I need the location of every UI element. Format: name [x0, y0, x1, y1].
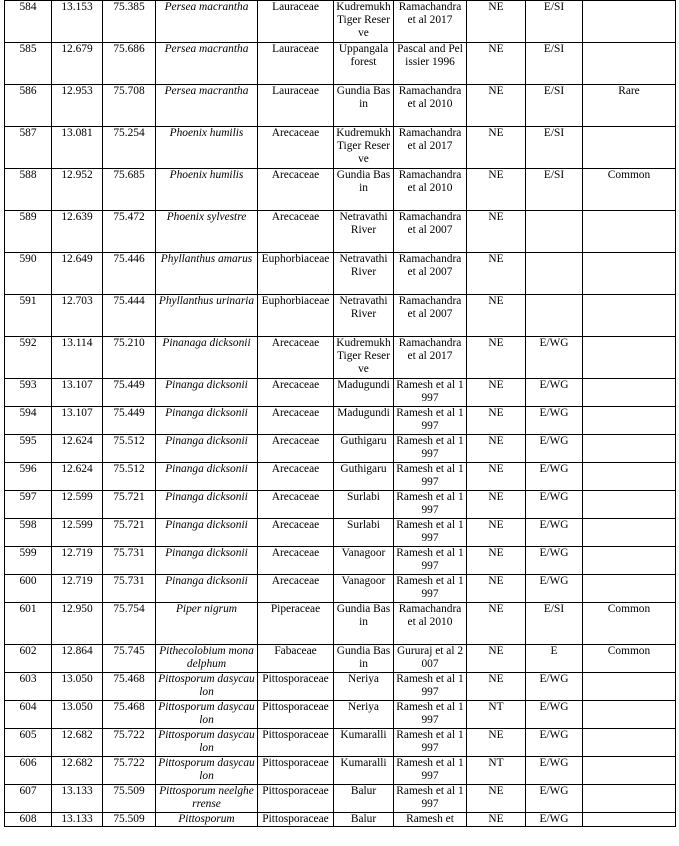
table-row — [5, 463, 676, 491]
longitude-cell: 75.754 — [103, 603, 156, 645]
iucn-status-cell: NE — [467, 435, 526, 463]
abundance-cell — [583, 407, 676, 435]
source-cell: Ramesh et al 1997 — [394, 519, 467, 547]
endemism-cell: E/WG — [526, 519, 583, 547]
longitude-cell: 75.468 — [103, 673, 156, 701]
abundance-cell — [583, 127, 676, 169]
locality-cell: Balur — [334, 813, 394, 827]
table-row — [5, 435, 676, 463]
latitude-cell: 12.599 — [52, 519, 103, 547]
latitude-cell: 13.050 — [52, 701, 103, 729]
source-cell: Pascal and Pelissier 1996 — [394, 43, 467, 85]
latitude-cell: 12.639 — [52, 211, 103, 253]
table-row — [5, 295, 676, 337]
species-name-cell: Pithecolobium monadelphum — [156, 645, 258, 673]
record-number-cell: 600 — [5, 575, 52, 603]
record-number-cell: 589 — [5, 211, 52, 253]
endemism-cell: E/WG — [526, 463, 583, 491]
endemism-cell: E/SI — [526, 1, 583, 43]
record-number-cell: 596 — [5, 463, 52, 491]
latitude-cell: 12.679 — [52, 43, 103, 85]
endemism-cell: E — [526, 645, 583, 673]
endemism-cell: E/WG — [526, 407, 583, 435]
abundance-cell — [583, 463, 676, 491]
family-cell: Pittosporaceae — [258, 701, 334, 729]
table-row — [5, 813, 676, 827]
source-cell: Ramesh et — [394, 813, 467, 827]
latitude-cell: 12.950 — [52, 603, 103, 645]
longitude-cell: 75.472 — [103, 211, 156, 253]
table-row — [5, 337, 676, 379]
abundance-cell — [583, 813, 676, 827]
iucn-status-cell: NE — [467, 253, 526, 295]
abundance-cell — [583, 1, 676, 43]
endemism-cell: E/WG — [526, 785, 583, 813]
source-cell: Ramachandra et al 2017 — [394, 1, 467, 43]
record-number-cell: 606 — [5, 757, 52, 785]
species-name-cell: Pinanga dicksonii — [156, 575, 258, 603]
iucn-status-cell: NE — [467, 127, 526, 169]
iucn-status-cell: NE — [467, 547, 526, 575]
record-number-cell: 592 — [5, 337, 52, 379]
source-cell: Ramesh et al 1997 — [394, 491, 467, 519]
iucn-status-cell: NE — [467, 673, 526, 701]
iucn-status-cell: NE — [467, 295, 526, 337]
record-number-cell: 585 — [5, 43, 52, 85]
species-table — [4, 0, 676, 827]
iucn-status-cell: NE — [467, 575, 526, 603]
abundance-cell — [583, 673, 676, 701]
species-name-cell: Pinanga dicksonii — [156, 519, 258, 547]
iucn-status-cell: NE — [467, 337, 526, 379]
abundance-cell — [583, 729, 676, 757]
endemism-cell: E/SI — [526, 85, 583, 127]
source-cell: Ramachandra et al 2007 — [394, 253, 467, 295]
family-cell: Arecaceae — [258, 575, 334, 603]
iucn-status-cell: NE — [467, 407, 526, 435]
family-cell: Lauraceae — [258, 43, 334, 85]
family-cell: Euphorbiaceae — [258, 295, 334, 337]
iucn-status-cell: NE — [467, 85, 526, 127]
species-name-cell: Pittosporum — [156, 813, 258, 827]
endemism-cell: E/WG — [526, 547, 583, 575]
endemism-cell — [526, 253, 583, 295]
latitude-cell: 12.624 — [52, 435, 103, 463]
source-cell: Ramesh et al 1997 — [394, 785, 467, 813]
locality-cell: Balur — [334, 785, 394, 813]
locality-cell: Netravathi River — [334, 253, 394, 295]
source-cell: Ramesh et al 1997 — [394, 701, 467, 729]
locality-cell: Neriya — [334, 701, 394, 729]
longitude-cell: 75.509 — [103, 813, 156, 827]
table-row — [5, 169, 676, 211]
abundance-cell: Common — [583, 645, 676, 673]
species-name-cell: Phoenix humilis — [156, 169, 258, 211]
family-cell: Fabaceae — [258, 645, 334, 673]
record-number-cell: 597 — [5, 491, 52, 519]
table-row — [5, 757, 676, 785]
family-cell: Arecaceae — [258, 435, 334, 463]
family-cell: Piperaceae — [258, 603, 334, 645]
record-number-cell: 607 — [5, 785, 52, 813]
locality-cell: Vanagoor — [334, 547, 394, 575]
iucn-status-cell: NE — [467, 211, 526, 253]
iucn-status-cell: NE — [467, 1, 526, 43]
table-row — [5, 407, 676, 435]
family-cell: Arecaceae — [258, 407, 334, 435]
record-number-cell: 604 — [5, 701, 52, 729]
species-name-cell: Pinanaga dicksonii — [156, 337, 258, 379]
family-cell: Pittosporaceae — [258, 673, 334, 701]
record-number-cell: 590 — [5, 253, 52, 295]
family-cell: Arecaceae — [258, 211, 334, 253]
iucn-status-cell: NE — [467, 43, 526, 85]
locality-cell: Surlabi — [334, 491, 394, 519]
locality-cell: Vanagoor — [334, 575, 394, 603]
abundance-cell — [583, 547, 676, 575]
source-cell: Ramachandra et al 2010 — [394, 169, 467, 211]
locality-cell: Guthigaru — [334, 463, 394, 491]
abundance-cell — [583, 575, 676, 603]
table-row — [5, 785, 676, 813]
source-cell: Ramachandra et al 2007 — [394, 211, 467, 253]
locality-cell: Netravathi River — [334, 295, 394, 337]
species-name-cell: Phyllanthus amarus — [156, 253, 258, 295]
latitude-cell: 13.133 — [52, 813, 103, 827]
source-cell: Ramachandra et al 2017 — [394, 127, 467, 169]
endemism-cell: E/WG — [526, 813, 583, 827]
iucn-status-cell: NE — [467, 603, 526, 645]
iucn-status-cell: NE — [467, 491, 526, 519]
longitude-cell: 75.721 — [103, 519, 156, 547]
species-name-cell: Persea macrantha — [156, 43, 258, 85]
longitude-cell: 75.385 — [103, 1, 156, 43]
endemism-cell: E/WG — [526, 379, 583, 407]
record-number-cell: 603 — [5, 673, 52, 701]
latitude-cell: 12.682 — [52, 729, 103, 757]
locality-cell: Guthigaru — [334, 435, 394, 463]
family-cell: Arecaceae — [258, 379, 334, 407]
table-row — [5, 701, 676, 729]
species-name-cell: Pittosporum dasycaulon — [156, 673, 258, 701]
species-name-cell: Pittosporum dasycaulon — [156, 757, 258, 785]
longitude-cell: 75.721 — [103, 491, 156, 519]
table-row — [5, 729, 676, 757]
family-cell: Euphorbiaceae — [258, 253, 334, 295]
endemism-cell: E/WG — [526, 701, 583, 729]
iucn-status-cell: NE — [467, 785, 526, 813]
species-name-cell: Persea macrantha — [156, 85, 258, 127]
record-number-cell: 595 — [5, 435, 52, 463]
abundance-cell — [583, 435, 676, 463]
family-cell: Arecaceae — [258, 463, 334, 491]
longitude-cell: 75.731 — [103, 547, 156, 575]
record-number-cell: 584 — [5, 1, 52, 43]
latitude-cell: 12.952 — [52, 169, 103, 211]
latitude-cell: 12.864 — [52, 645, 103, 673]
locality-cell: Neriya — [334, 673, 394, 701]
family-cell: Pittosporaceae — [258, 757, 334, 785]
table-row — [5, 1, 676, 43]
abundance-cell — [583, 253, 676, 295]
family-cell: Lauraceae — [258, 1, 334, 43]
family-cell: Arecaceae — [258, 127, 334, 169]
iucn-status-cell: NE — [467, 729, 526, 757]
latitude-cell: 13.107 — [52, 407, 103, 435]
locality-cell: Kudremukh Tiger Reserve — [334, 337, 394, 379]
species-name-cell: Pittosporum dasycaulon — [156, 701, 258, 729]
table-row — [5, 127, 676, 169]
iucn-status-cell: NE — [467, 519, 526, 547]
table-row — [5, 603, 676, 645]
longitude-cell: 75.708 — [103, 85, 156, 127]
record-number-cell: 608 — [5, 813, 52, 827]
species-name-cell: Persea macrantha — [156, 1, 258, 43]
source-cell: Ramachandra et al 2007 — [394, 295, 467, 337]
abundance-cell — [583, 519, 676, 547]
species-name-cell: Pinanga dicksonii — [156, 379, 258, 407]
family-cell: Arecaceae — [258, 519, 334, 547]
latitude-cell: 12.682 — [52, 757, 103, 785]
longitude-cell: 75.449 — [103, 379, 156, 407]
record-number-cell: 599 — [5, 547, 52, 575]
endemism-cell: E/WG — [526, 673, 583, 701]
longitude-cell: 75.512 — [103, 435, 156, 463]
table-row — [5, 379, 676, 407]
species-name-cell: Pinanga dicksonii — [156, 547, 258, 575]
source-cell: Ramesh et al 1997 — [394, 407, 467, 435]
abundance-cell — [583, 295, 676, 337]
longitude-cell: 75.722 — [103, 757, 156, 785]
endemism-cell: E/WG — [526, 757, 583, 785]
table-row — [5, 519, 676, 547]
source-cell: Ramesh et al 1997 — [394, 435, 467, 463]
latitude-cell: 13.050 — [52, 673, 103, 701]
latitude-cell: 12.719 — [52, 575, 103, 603]
iucn-status-cell: NE — [467, 463, 526, 491]
endemism-cell: E/WG — [526, 729, 583, 757]
species-name-cell: Pinanga dicksonii — [156, 407, 258, 435]
table-body — [5, 1, 676, 827]
endemism-cell: E/WG — [526, 491, 583, 519]
source-cell: Gururaj et al 2007 — [394, 645, 467, 673]
record-number-cell: 598 — [5, 519, 52, 547]
source-cell: Ramachandra et al 2010 — [394, 603, 467, 645]
endemism-cell: E/SI — [526, 43, 583, 85]
table-row — [5, 575, 676, 603]
source-cell: Ramesh et al 1997 — [394, 463, 467, 491]
record-number-cell: 605 — [5, 729, 52, 757]
species-name-cell: Phoenix humilis — [156, 127, 258, 169]
locality-cell: Gundia Basin — [334, 645, 394, 673]
abundance-cell — [583, 43, 676, 85]
abundance-cell: Common — [583, 603, 676, 645]
abundance-cell — [583, 379, 676, 407]
longitude-cell: 75.446 — [103, 253, 156, 295]
species-name-cell: Pinanga dicksonii — [156, 491, 258, 519]
record-number-cell: 586 — [5, 85, 52, 127]
longitude-cell: 75.685 — [103, 169, 156, 211]
record-number-cell: 587 — [5, 127, 52, 169]
family-cell: Arecaceae — [258, 337, 334, 379]
species-name-cell: Phoenix sylvestre — [156, 211, 258, 253]
table-row — [5, 491, 676, 519]
family-cell: Pittosporaceae — [258, 813, 334, 827]
longitude-cell: 75.254 — [103, 127, 156, 169]
species-name-cell: Phyllanthus urinaria — [156, 295, 258, 337]
record-number-cell: 591 — [5, 295, 52, 337]
locality-cell: Kumaralli — [334, 729, 394, 757]
abundance-cell — [583, 701, 676, 729]
species-name-cell: Pinanga dicksonii — [156, 463, 258, 491]
latitude-cell: 13.133 — [52, 785, 103, 813]
endemism-cell: E/WG — [526, 575, 583, 603]
table-row — [5, 645, 676, 673]
record-number-cell: 594 — [5, 407, 52, 435]
locality-cell: Kumaralli — [334, 757, 394, 785]
locality-cell: Madugundi — [334, 379, 394, 407]
longitude-cell: 75.686 — [103, 43, 156, 85]
longitude-cell: 75.722 — [103, 729, 156, 757]
locality-cell: Kudremukh Tiger Reserve — [334, 1, 394, 43]
record-number-cell: 601 — [5, 603, 52, 645]
endemism-cell — [526, 295, 583, 337]
longitude-cell: 75.449 — [103, 407, 156, 435]
source-cell: Ramesh et al 1997 — [394, 575, 467, 603]
locality-cell: Uppangala forest — [334, 43, 394, 85]
locality-cell: Netravathi River — [334, 211, 394, 253]
iucn-status-cell: NE — [467, 645, 526, 673]
latitude-cell: 12.649 — [52, 253, 103, 295]
species-name-cell: Pinanga dicksonii — [156, 435, 258, 463]
table-row — [5, 547, 676, 575]
longitude-cell: 75.512 — [103, 463, 156, 491]
latitude-cell: 13.081 — [52, 127, 103, 169]
longitude-cell: 75.444 — [103, 295, 156, 337]
table-row — [5, 43, 676, 85]
abundance-cell: Common — [583, 169, 676, 211]
record-number-cell: 588 — [5, 169, 52, 211]
source-cell: Ramachandra et al 2017 — [394, 337, 467, 379]
iucn-status-cell: NE — [467, 169, 526, 211]
abundance-cell — [583, 211, 676, 253]
record-number-cell: 602 — [5, 645, 52, 673]
iucn-status-cell: NT — [467, 701, 526, 729]
iucn-status-cell: NE — [467, 813, 526, 827]
species-name-cell: Piper nigrum — [156, 603, 258, 645]
table-row — [5, 253, 676, 295]
abundance-cell — [583, 785, 676, 813]
table-row — [5, 85, 676, 127]
family-cell: Lauraceae — [258, 85, 334, 127]
locality-cell: Surlabi — [334, 519, 394, 547]
latitude-cell: 13.114 — [52, 337, 103, 379]
longitude-cell: 75.468 — [103, 701, 156, 729]
locality-cell: Gundia Basin — [334, 603, 394, 645]
latitude-cell: 13.153 — [52, 1, 103, 43]
locality-cell: Gundia Basin — [334, 85, 394, 127]
longitude-cell: 75.731 — [103, 575, 156, 603]
iucn-status-cell: NT — [467, 757, 526, 785]
source-cell: Ramesh et al 1997 — [394, 729, 467, 757]
abundance-cell — [583, 491, 676, 519]
species-name-cell: Pittosporum neelgherrense — [156, 785, 258, 813]
family-cell: Arecaceae — [258, 491, 334, 519]
locality-cell: Gundia Basin — [334, 169, 394, 211]
latitude-cell: 12.719 — [52, 547, 103, 575]
family-cell: Arecaceae — [258, 169, 334, 211]
source-cell: Ramesh et al 1997 — [394, 757, 467, 785]
locality-cell: Madugundi — [334, 407, 394, 435]
longitude-cell: 75.745 — [103, 645, 156, 673]
endemism-cell: E/SI — [526, 603, 583, 645]
species-name-cell: Pittosporum dasycaulon — [156, 729, 258, 757]
family-cell: Pittosporaceae — [258, 729, 334, 757]
longitude-cell: 75.509 — [103, 785, 156, 813]
locality-cell: Kudremukh Tiger Reserve — [334, 127, 394, 169]
abundance-cell — [583, 337, 676, 379]
latitude-cell: 12.624 — [52, 463, 103, 491]
endemism-cell: E/WG — [526, 435, 583, 463]
abundance-cell: Rare — [583, 85, 676, 127]
endemism-cell: E/WG — [526, 337, 583, 379]
source-cell: Ramesh et al 1997 — [394, 673, 467, 701]
family-cell: Pittosporaceae — [258, 785, 334, 813]
table-row — [5, 211, 676, 253]
latitude-cell: 12.599 — [52, 491, 103, 519]
record-number-cell: 593 — [5, 379, 52, 407]
abundance-cell — [583, 757, 676, 785]
latitude-cell: 13.107 — [52, 379, 103, 407]
longitude-cell: 75.210 — [103, 337, 156, 379]
source-cell: Ramesh et al 1997 — [394, 547, 467, 575]
endemism-cell: E/SI — [526, 169, 583, 211]
table-row — [5, 673, 676, 701]
endemism-cell — [526, 211, 583, 253]
iucn-status-cell: NE — [467, 379, 526, 407]
family-cell: Arecaceae — [258, 547, 334, 575]
endemism-cell: E/SI — [526, 127, 583, 169]
source-cell: Ramesh et al 1997 — [394, 379, 467, 407]
latitude-cell: 12.703 — [52, 295, 103, 337]
source-cell: Ramachandra et al 2010 — [394, 85, 467, 127]
latitude-cell: 12.953 — [52, 85, 103, 127]
